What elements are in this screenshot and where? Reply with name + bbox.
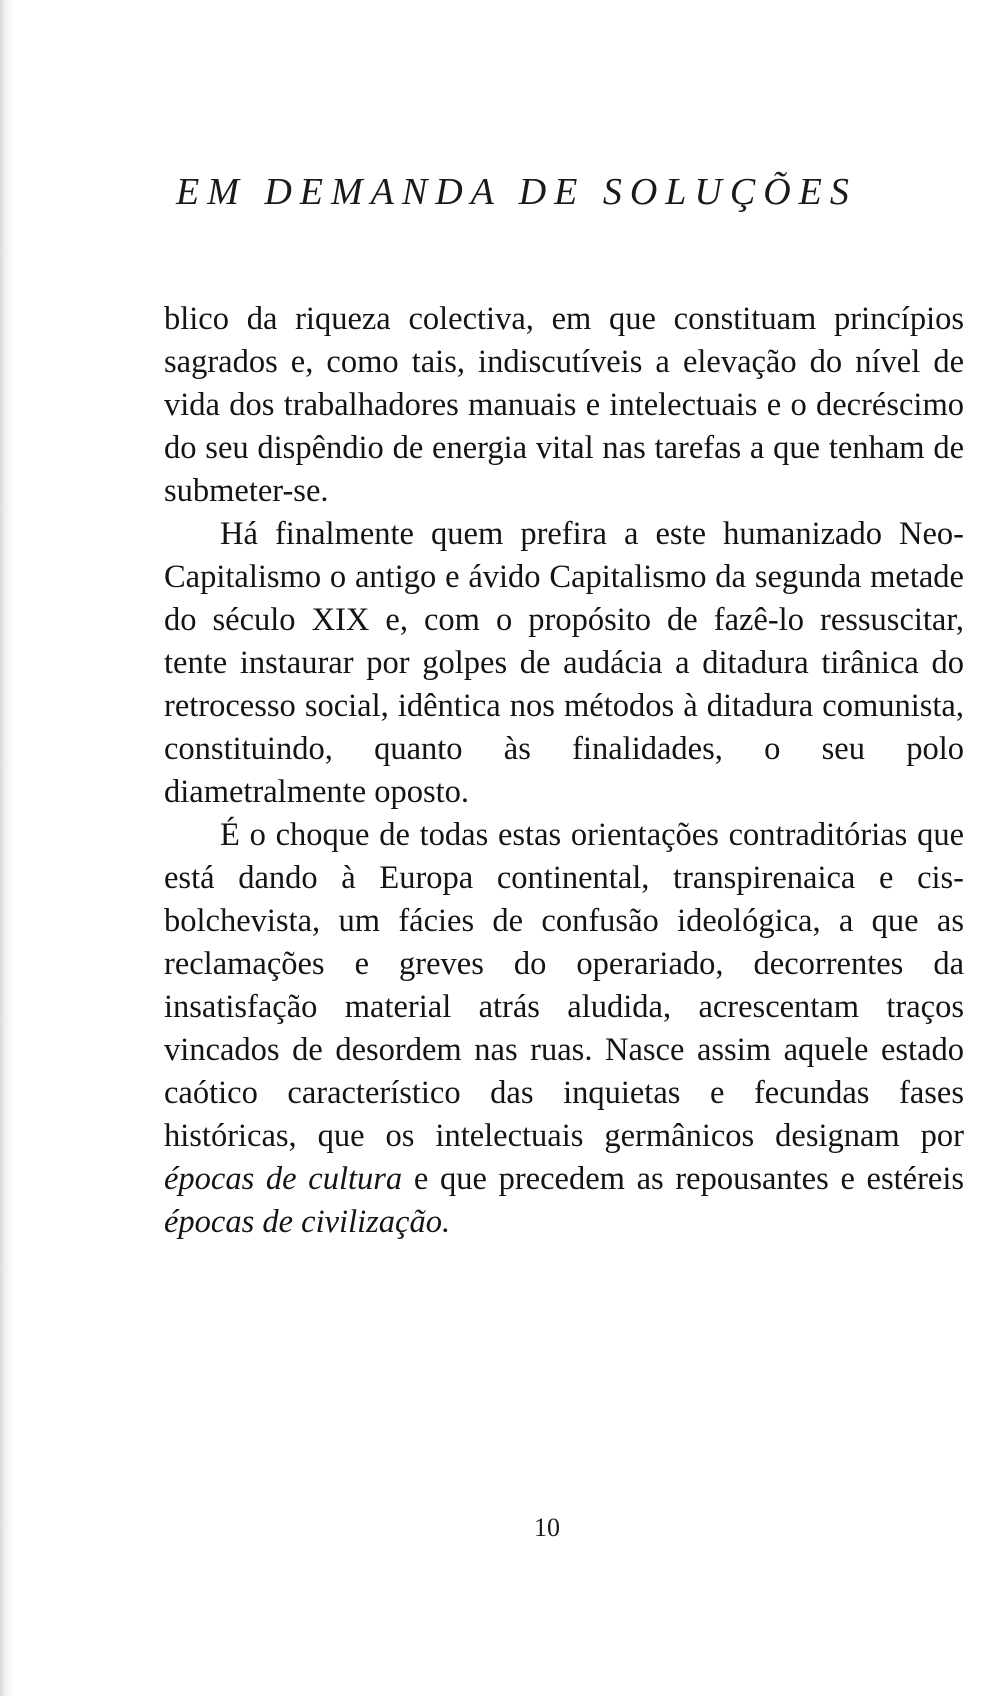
page-left-edge	[0, 0, 14, 1696]
paragraph-3	[164, 814, 964, 1244]
italic-term-epocas-de-civilizacao: épocas de civilização.	[164, 1204, 451, 1240]
body-text	[164, 298, 964, 1244]
paragraph-3-text-a: É o choque de todas estas orientações contraditórias que está dando à Europa continental, transpirenaica e cis-bolchevista, um fácies de confusão ideológica, a que as reclamações e greves do operariado, decorrentes da insatisfação material atrás aludida, acrescentam traços vincados de desordem nas ruas. Nasce assim aquele estado caótico característico das inquietas e fecundas fases históricas, que os intelectuais germânicos designam por	[164, 817, 964, 1154]
running-head: EM DEMANDA DE SOLUÇÕES	[176, 171, 857, 213]
paragraph-1: blico da riqueza colectiva, em que constituam princípios sagrados e, como tais, indiscutíveis a elevação do nível de vida dos trabalhadores manuais e intelectuais e o decréscimo do seu dispêndio de energia vital nas tarefas a que tenham de submeter-se.	[164, 301, 964, 509]
page-number: 10	[534, 1513, 560, 1542]
paragraph-2: Há finalmente quem prefira a este humanizado Neo-Capitalismo o antigo e ávido Capitalismo da segunda metade do século XIX e, com o propósito de fazê-lo ressuscitar, tente instaurar por golpes de audácia a ditadura tirânica do retrocesso social, idêntica nos métodos à ditadura comunista, constituindo, quanto às finalidades, o seu polo diametralmente oposto.	[164, 516, 964, 810]
paragraph-3-text-b: e que precedem as repousantes e estéreis	[402, 1161, 965, 1197]
italic-term-epocas-de-cultura: épocas de cultura	[164, 1161, 403, 1197]
